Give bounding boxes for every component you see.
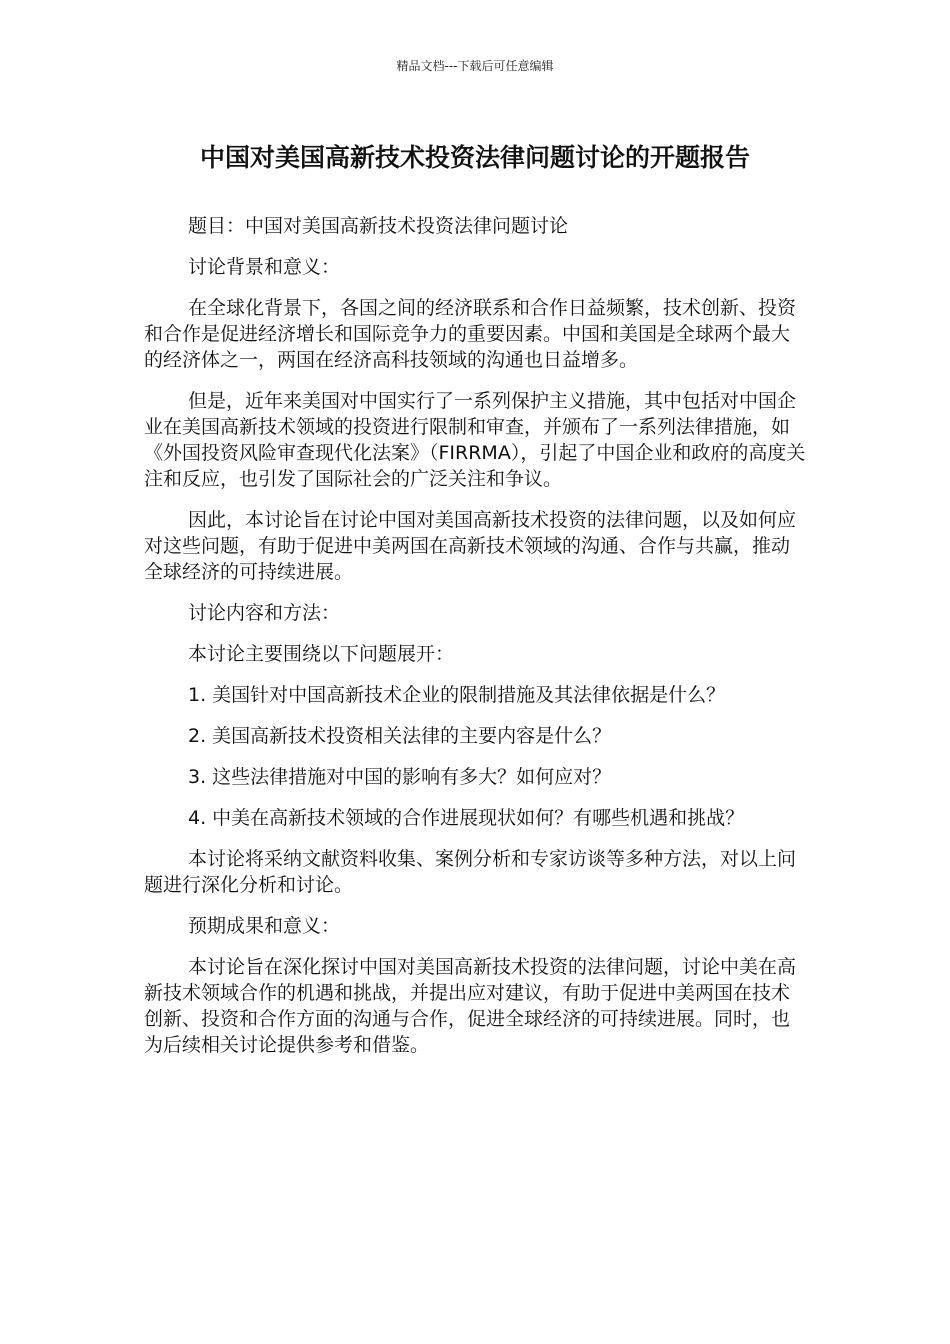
background-paragraph-1: 在全球化背景下，各国之间的经济联系和合作日益频繁，技术创新、投资和合作是促进经济增长和国际竞争力的重要因素。中国和美国是全球两个最大的经济体之一，两国在经济高科技领域的沟通也日益增多。	[144, 297, 797, 371]
background-heading: 讨论背景和意义：	[188, 256, 341, 278]
question-item-1: 1. 美国针对中国高新技术企业的限制措施及其法律依据是什么？	[188, 684, 726, 706]
question-item-4: 4. 中美在高新技术领域的合作进展现状如何？有哪些机遇和挑战？	[188, 807, 745, 829]
method-paragraph: 本讨论将采纳文献资料收集、案例分析和专家访谈等多种方法，对以上问题进行深化分析和讨论。	[144, 848, 797, 896]
question-item-3: 3. 这些法律措施对中国的影响有多大？如何应对？	[188, 766, 612, 788]
background-paragraph-2: 但是，近年来美国对中国实行了一系列保护主义措施，其中包括对中国企业在美国高新技术领域的投资进行限制和审查，并颁布了一系列法律措施，如《外国投资风险审查现代化法案》（FIRRMA），引起了中国企业和政府的高度关注和反应，也引发了国际社会的广泛关注和争议。	[144, 390, 806, 490]
outcome-paragraph: 本讨论旨在深化探讨中国对美国高新技术投资的法律问题，讨论中美在高新技术领域合作的机遇和挑战，并提出应对建议，有助于促进中美两国在技术创新、投资和合作方面的沟通与合作，促进全球经济的可持续进展。同时，也为后续相关讨论提供参考和借鉴。	[144, 956, 797, 1056]
background-paragraph-3: 因此，本讨论旨在讨论中国对美国高新技术投资的法律问题，以及如何应对这些问题，有助于促进中美两国在高新技术领域的沟通、合作与共赢，推动全球经济的可持续进展。	[144, 509, 797, 583]
outcome-heading: 预期成果和意义：	[188, 915, 341, 937]
content-intro: 本讨论主要围绕以下问题展开：	[188, 643, 455, 665]
question-item-2: 2. 美国高新技术投资相关法律的主要内容是什么？	[188, 725, 612, 747]
document-title: 中国对美国高新技术投资法律问题讨论的开题报告	[199, 143, 750, 172]
content-heading: 讨论内容和方法：	[188, 602, 341, 624]
topic-line: 题目：中国对美国高新技术投资法律问题讨论	[188, 215, 569, 237]
document-body	[144, 213, 808, 1073]
page-header: 精品文档---下载后可任意编辑	[396, 59, 554, 73]
